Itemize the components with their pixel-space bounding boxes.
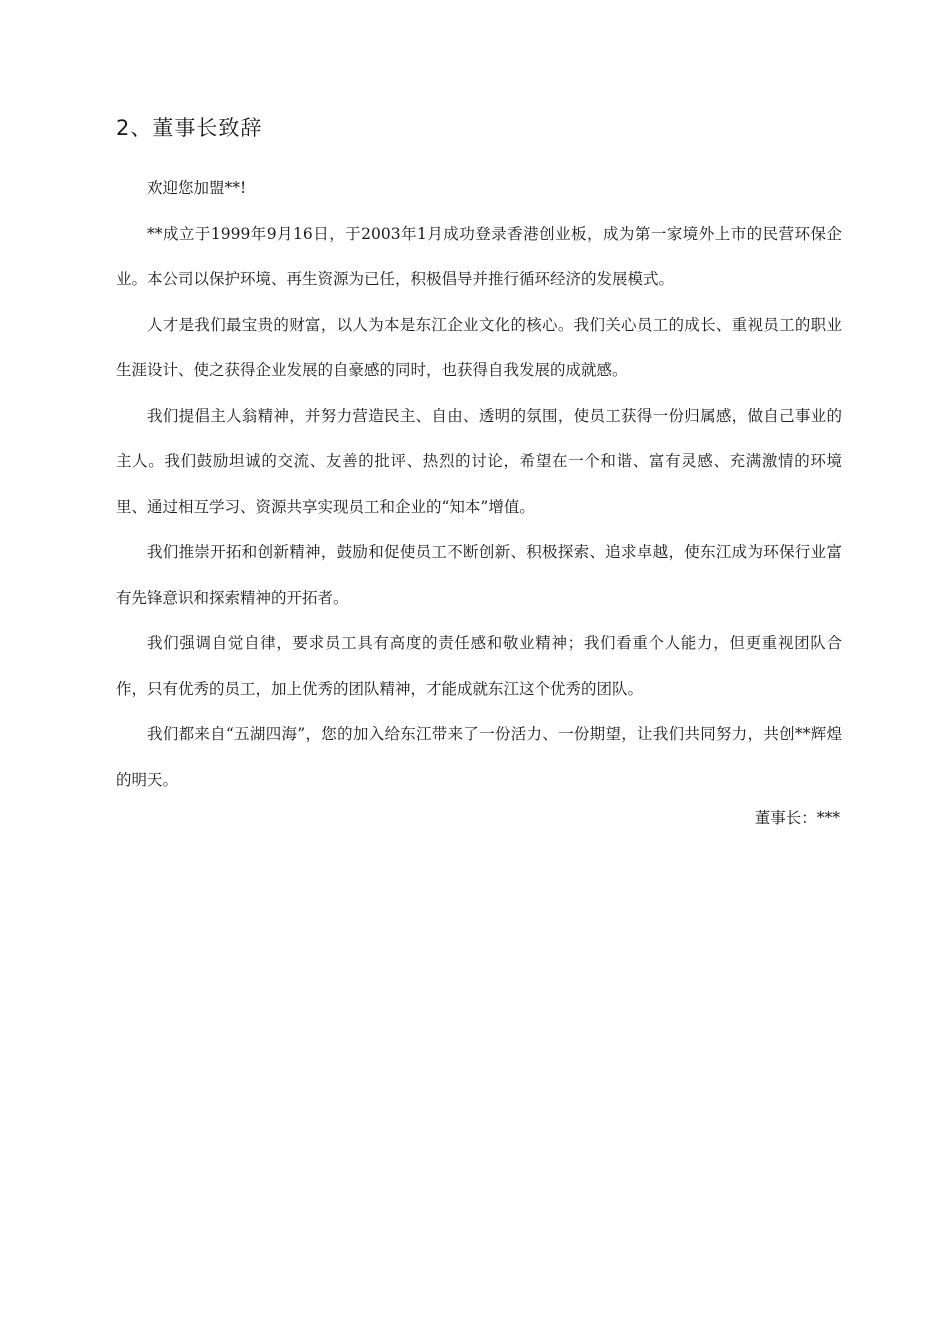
section-heading: 2、董事长致辞 [116, 116, 263, 140]
letter-signature: 董事长：*** [754, 809, 840, 827]
letter-paragraph: 我们都来自“五湖四海”，您的加入给东江带来了一份活力、一份期望，让我们共同努力，共创**辉煌的明天。 [116, 725, 842, 789]
letter-paragraph: 我们强调自觉自律，要求员工具有高度的责任感和敬业精神；我们看重个人能力，但更重视团队合作，只有优秀的员工，加上优秀的团队精神，才能成就东江这个优秀的团队。 [116, 634, 842, 698]
letter-body [116, 166, 842, 803]
letter-paragraph: 人才是我们最宝贵的财富，以人为本是东江企业文化的核心。我们关心员工的成长、重视员工的职业生涯设计、使之获得企业发展的自豪感的同时，也获得自我发展的成就感。 [116, 315, 842, 379]
letter-paragraph: 我们提倡主人翁精神，并努力营造民主、自由、透明的氛围，使员工获得一份归属感，做自己事业的主人。我们鼓励坦诚的交流、友善的批评、热烈的讨论，希望在一个和谐、富有灵感、充满激情的环境里、通过相互学习、资源共享实现员工和企业的“知本”增值。 [116, 406, 842, 516]
letter-greeting: 欢迎您加盟**! [147, 179, 247, 197]
letter-paragraph: 我们推崇开拓和创新精神，鼓励和促使员工不断创新、积极探索、追求卓越，使东江成为环保行业富有先锋意识和探索精神的开拓者。 [116, 543, 842, 607]
letter-paragraph: **成立于1999年9月16日，于2003年1月成功登录香港创业板，成为第一家境外上市的民营环保企业。本公司以保护环境、再生资源为已任，积极倡导并推行循环经济的发展模式。 [116, 224, 842, 288]
